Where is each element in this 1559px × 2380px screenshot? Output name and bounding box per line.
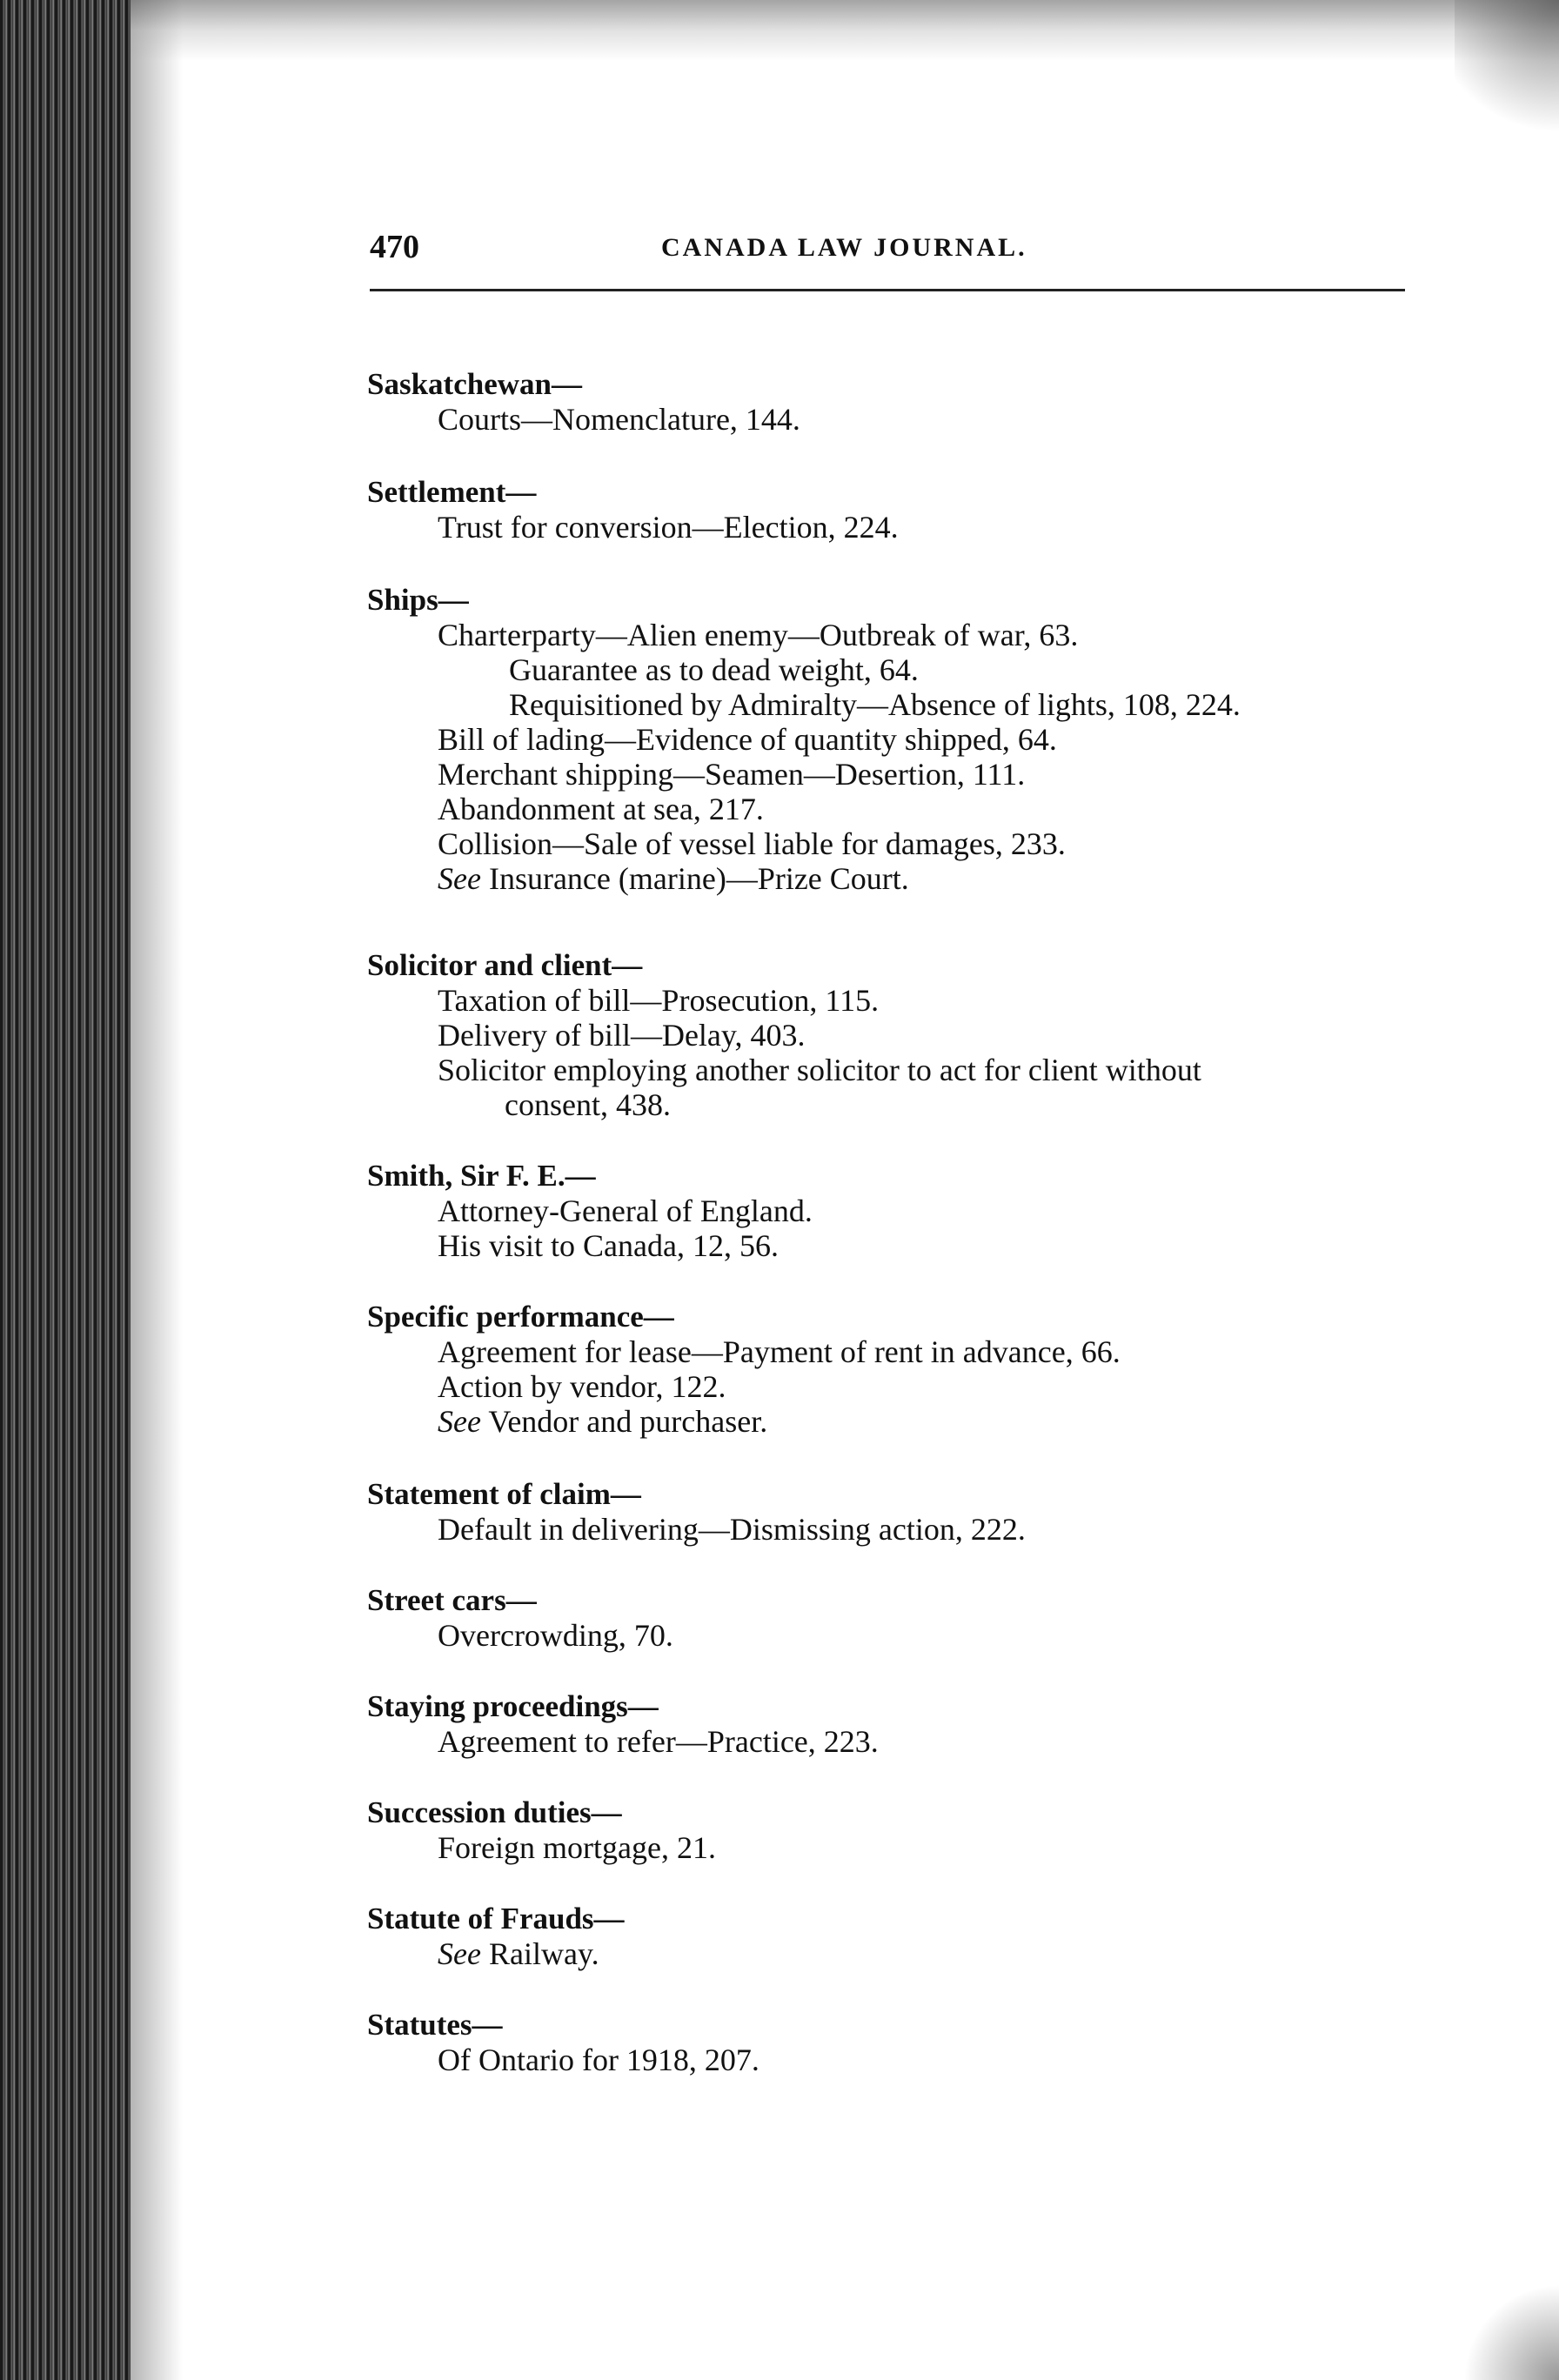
entry-subline: His visit to Canada, 12, 56. bbox=[438, 1228, 779, 1263]
entry-subline: Trust for conversion—Election, 224. bbox=[438, 510, 899, 545]
index-entry bbox=[348, 475, 1444, 545]
entry-heading: Specific performance— bbox=[367, 1300, 674, 1334]
entry-subline: Collision—Sale of vessel liable for damages, 233. bbox=[438, 826, 1066, 861]
index-entry bbox=[348, 367, 1444, 437]
entry-subline: Agreement to refer—Practice, 223. bbox=[438, 1724, 879, 1759]
see-reference-label: See bbox=[438, 1936, 481, 1971]
index-entry bbox=[348, 1477, 1444, 1547]
entry-heading: Staying proceedings— bbox=[367, 1689, 659, 1723]
entry-subline bbox=[348, 1936, 1444, 1971]
entry-heading: Street cars— bbox=[367, 1583, 537, 1617]
entry-subline bbox=[348, 861, 1444, 896]
index-entry bbox=[348, 1795, 1444, 1865]
entry-heading: Ships— bbox=[367, 583, 469, 617]
entry-subline: Requisitioned by Admiralty—Absence of lights, 108, 224. bbox=[509, 687, 1241, 722]
page-number: 470 bbox=[370, 229, 419, 265]
entry-heading: Statute of Frauds— bbox=[367, 1902, 625, 1935]
page-corner-shadow-top bbox=[1455, 0, 1559, 157]
index-entry bbox=[348, 1689, 1444, 1759]
running-title: CANADA LAW JOURNAL. bbox=[661, 233, 1027, 262]
entry-subline: Merchant shipping—Seamen—Desertion, 111. bbox=[438, 757, 1026, 792]
entry-heading: Statutes— bbox=[367, 2008, 503, 2042]
entry-subline: Guarantee as to dead weight, 64. bbox=[509, 652, 919, 687]
entry-subline: Charterparty—Alien enemy—Outbreak of war, 63. bbox=[438, 618, 1079, 652]
entry-subline: consent, 438. bbox=[505, 1087, 671, 1122]
page-top-edge-shadow bbox=[130, 0, 1559, 61]
entry-subline: Agreement for lease—Payment of rent in advance, 66. bbox=[438, 1334, 1121, 1369]
entry-heading: Saskatchewan— bbox=[367, 367, 582, 401]
entry-subline: Delivery of bill—Delay, 403. bbox=[438, 1018, 806, 1053]
entry-subline: Attorney-General of England. bbox=[438, 1193, 813, 1228]
index-entry bbox=[348, 2008, 1444, 2077]
entry-heading: Statement of claim— bbox=[367, 1477, 641, 1511]
entry-subline: Default in delivering—Dismissing action, 222. bbox=[438, 1512, 1026, 1547]
index-entry bbox=[348, 1902, 1444, 1971]
index-entry bbox=[348, 1583, 1444, 1653]
see-reference-label: See bbox=[438, 861, 481, 896]
see-reference-label: See bbox=[438, 1404, 481, 1439]
binding-shadow bbox=[130, 0, 183, 2380]
entry-subline: Solicitor employing another solicitor to act for client without bbox=[438, 1053, 1201, 1087]
index-entries bbox=[348, 331, 1444, 2077]
index-entry bbox=[348, 948, 1444, 1122]
header-rule bbox=[370, 289, 1405, 291]
index-entry bbox=[348, 1300, 1444, 1439]
see-reference-target: Insurance (marine)—Prize Court. bbox=[480, 861, 909, 896]
entry-subline: Of Ontario for 1918, 207. bbox=[438, 2042, 759, 2077]
entry-heading: Settlement— bbox=[367, 475, 537, 509]
entry-subline: Courts—Nomenclature, 144. bbox=[438, 402, 800, 437]
page-corner-shadow-bottom bbox=[1463, 2284, 1559, 2380]
see-reference-target: Vendor and purchaser. bbox=[480, 1404, 768, 1439]
entry-heading: Succession duties— bbox=[367, 1795, 622, 1829]
entry-heading: Smith, Sir F. E.— bbox=[367, 1159, 596, 1193]
entry-subline: Overcrowding, 70. bbox=[438, 1618, 673, 1653]
entry-subline: Bill of lading—Evidence of quantity shipped, 64. bbox=[438, 722, 1057, 757]
page-header bbox=[370, 228, 1414, 271]
entry-subline: Taxation of bill—Prosecution, 115. bbox=[438, 983, 880, 1018]
see-reference-target: Railway. bbox=[480, 1936, 599, 1971]
index-entry bbox=[348, 583, 1444, 896]
book-binding-edge bbox=[0, 0, 130, 2380]
entry-heading: Solicitor and client— bbox=[367, 948, 643, 982]
index-entry bbox=[348, 1159, 1444, 1263]
entry-subline: Abandonment at sea, 217. bbox=[438, 792, 764, 826]
entry-subline: Action by vendor, 122. bbox=[438, 1369, 726, 1404]
entry-subline: Foreign mortgage, 21. bbox=[438, 1830, 716, 1865]
entry-subline bbox=[348, 1404, 1444, 1439]
